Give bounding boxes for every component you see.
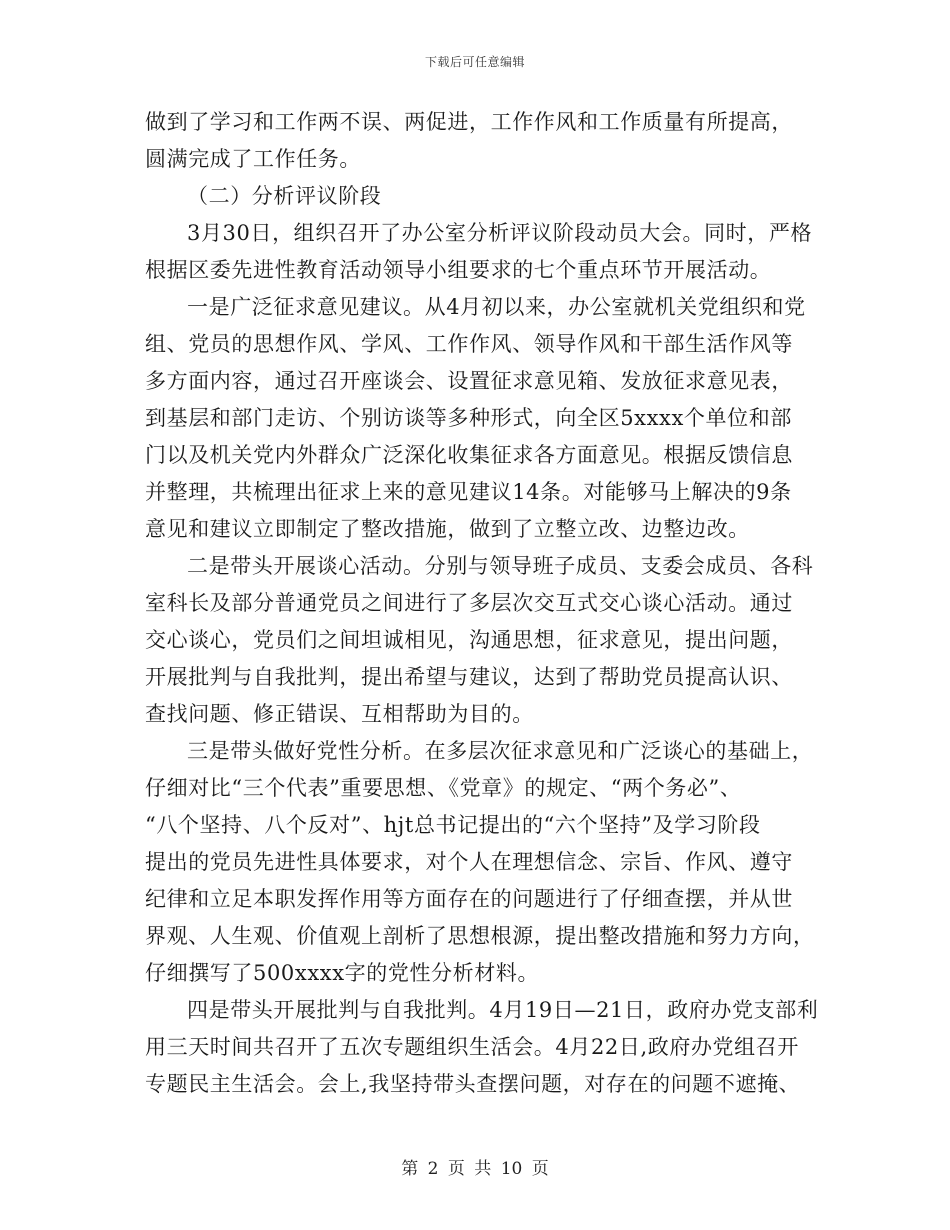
body-text bbox=[145, 104, 819, 1103]
text-line: 室科长及部分普通党员之间进行了多层次交互式交心谈心活动。通过 bbox=[145, 591, 793, 615]
text-line: 三是带头做好党性分析。在多层次征求意见和广泛谈心的基础上， bbox=[187, 739, 814, 763]
text-line: 一是广泛征求意见建议。从4月初以来，办公室就机关党组织和党 bbox=[187, 295, 806, 319]
text-line: 四是带头开展批判与自我批判。4月19日—21日，政府办党支部利 bbox=[187, 998, 819, 1022]
text-line: 纪律和立足本职发挥作用等方面存在的问题进行了仔细查摆，并从世 bbox=[145, 887, 793, 911]
text-line: 多方面内容，通过召开座谈会、设置征求意见箱、发放征求意见表， bbox=[145, 369, 793, 393]
text-line: 门以及机关党内外群众广泛深化收集征求各方面意见。根据反馈信息 bbox=[145, 443, 793, 467]
text-line: 仔细撰写了500xxxx字的党性分析材料。 bbox=[145, 961, 540, 985]
text-line: “八个坚持、八个反对”、hjt总书记提出的“六个坚持”及学习阶段 bbox=[145, 813, 761, 837]
text-line: 并整理，共梳理出征求上来的意见建议14条。对能够马上解决的9条 bbox=[145, 480, 792, 504]
text-line: 做到了学习和工作两不误、两促进，工作作风和工作质量有所提高， bbox=[145, 110, 793, 134]
text-line: 意见和建议立即制定了整改措施，做到了立整立改、边整边改。 bbox=[145, 517, 750, 541]
text-line: 交心谈心，党员们之间坦诚相见，沟通思想，征求意见，提出问题， bbox=[145, 628, 793, 652]
text-line: 圆满完成了工作任务。 bbox=[145, 147, 361, 171]
text-line: 界观、人生观、价值观上剖析了思想根源，提出整改措施和努力方向， bbox=[145, 924, 815, 948]
text-line: 仔细对比“三个代表”重要思想、《党章》的规定、“两个务必”、 bbox=[145, 776, 742, 800]
text-line: 用三天时间共召开了五次专题组织生活会。4月22日,政府办党组召开 bbox=[145, 1035, 799, 1059]
section-heading: （二）分析评议阶段 bbox=[187, 184, 382, 208]
text-line: 组、党员的思想作风、学风、工作作风、领导作风和干部生活作风等 bbox=[145, 332, 793, 356]
text-line: 根据区委先进性教育活动领导小组要求的七个重点环节开展活动。 bbox=[145, 258, 772, 282]
text-line: 开展批判与自我批判，提出希望与建议，达到了帮助党员提高认识、 bbox=[145, 665, 793, 689]
page-number-footer: 第 2 页 共 10 页 bbox=[401, 1159, 549, 1179]
text-line: 3月30日，组织召开了办公室分析评议阶段动员大会。同时，严格 bbox=[187, 221, 813, 245]
text-line: 到基层和部门走访、个别访谈等多种形式，向全区5xxxx个单位和部 bbox=[145, 406, 792, 430]
text-line: 二是带头开展谈心活动。分别与领导班子成员、支委会成员、各科 bbox=[187, 554, 814, 578]
text-line: 提出的党员先进性具体要求，对个人在理想信念、宗旨、作风、遵守 bbox=[145, 850, 793, 874]
text-line: 查找问题、修正错误、互相帮助为目的。 bbox=[145, 702, 534, 726]
text-line: 专题民主生活会。会上,我坚持带头查摆问题，对存在的问题不遮掩、 bbox=[145, 1072, 801, 1096]
page-header: 下载后可任意编辑 bbox=[424, 55, 525, 69]
